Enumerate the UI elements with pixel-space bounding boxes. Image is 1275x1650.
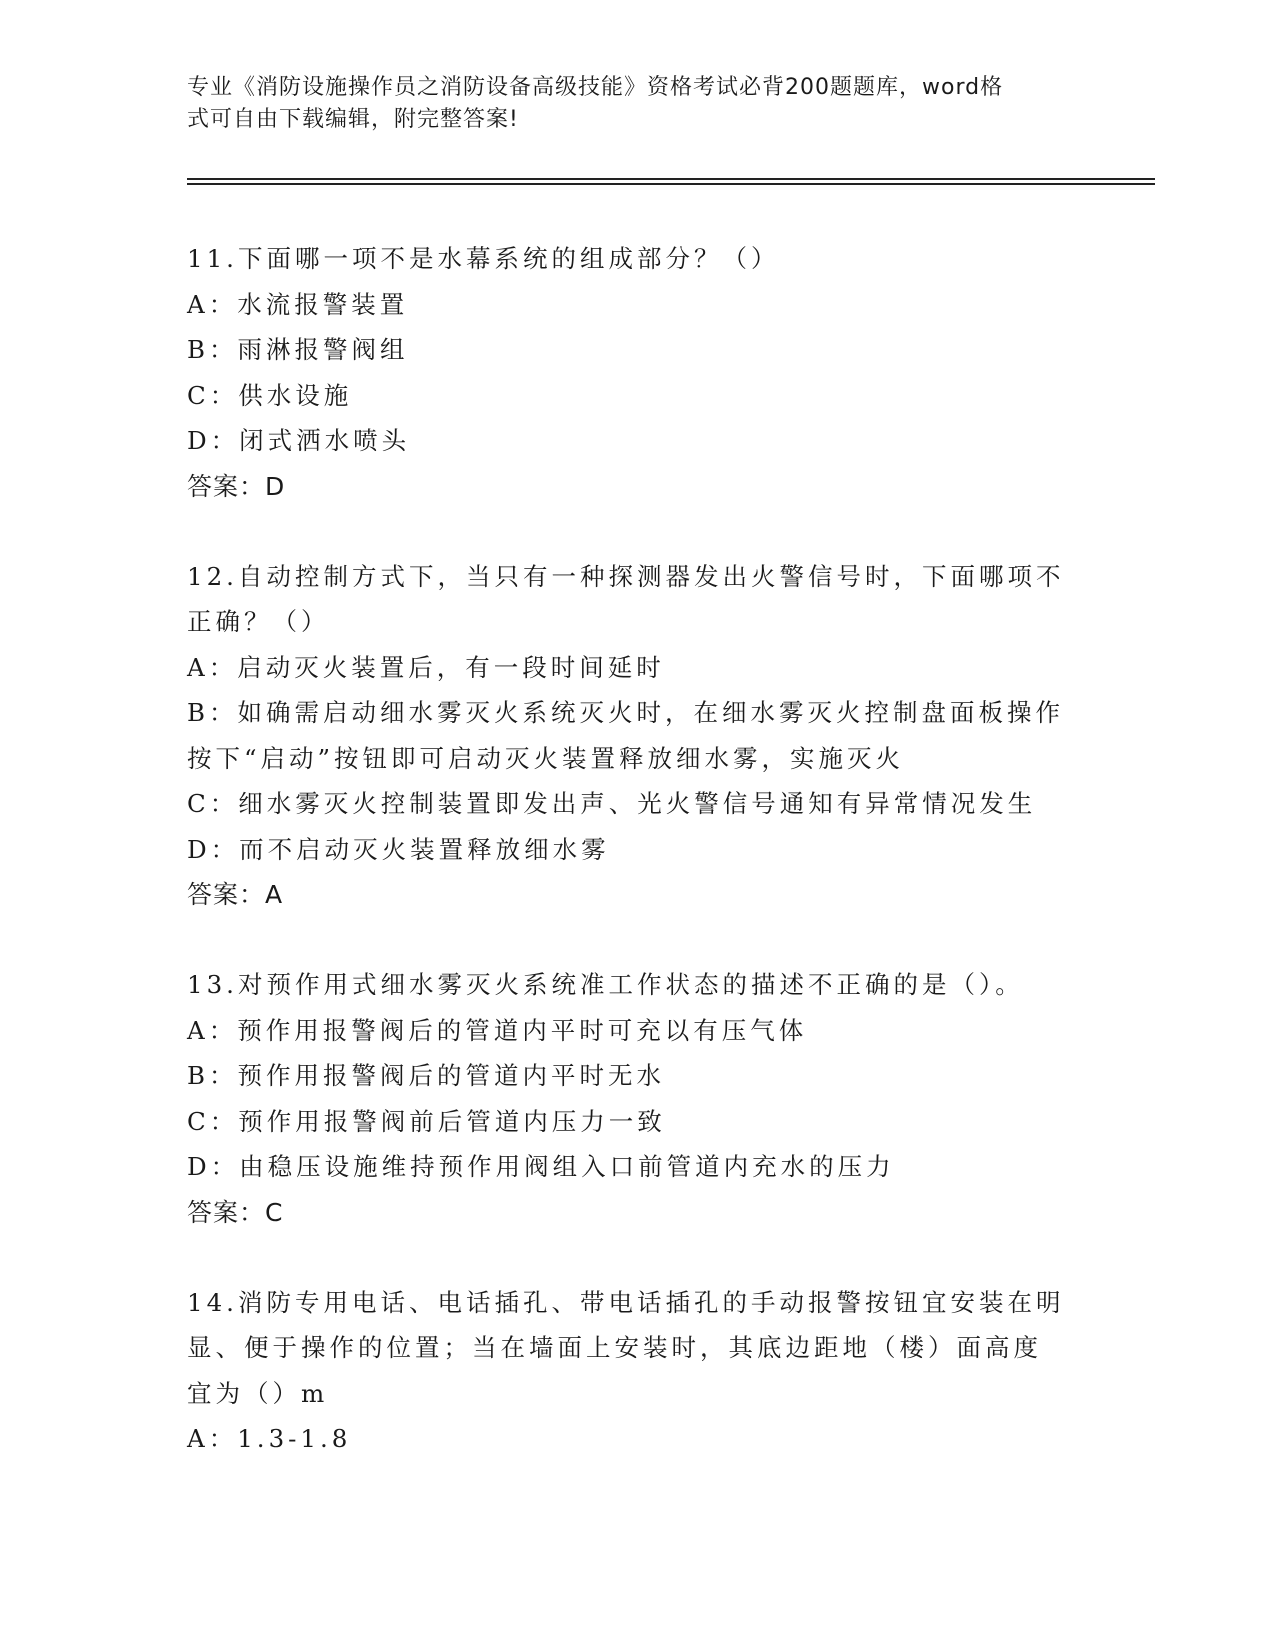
question-block-12 xyxy=(187,554,1087,919)
question-stem: 12.自动控制方式下，当只有一种探测器发出火警信号时，下面哪项不 xyxy=(187,561,1065,591)
option-b: B：如确需启动细水雾灭火系统灭火时，在细水雾灭火控制盘面板操作 xyxy=(187,698,1065,727)
option-b: B：雨淋报警阀组 xyxy=(187,335,409,364)
option-c: C：细水雾灭火控制装置即发出声、光火警信号通知有异常情况发生 xyxy=(187,789,1037,818)
document-header xyxy=(187,72,1087,136)
question-block-11 xyxy=(187,236,1087,510)
option-b: B：预作用报警阀后的管道内平时无水 xyxy=(187,1061,666,1090)
option-d: D：而不启动灭火装置释放细水雾 xyxy=(187,834,610,864)
question-list xyxy=(187,236,1087,1506)
option-c: C：预作用报警阀前后管道内压力一致 xyxy=(187,1106,666,1136)
answer-label: 答案：D xyxy=(187,471,286,501)
answer-label: 答案：C xyxy=(187,1197,284,1227)
question-stem-continued: 宜为（）m xyxy=(187,1378,329,1408)
question-stem-continued: 显、便于操作的位置；当在墙面上安装时，其底边距地（楼）面高度 xyxy=(187,1333,1042,1362)
header-line-2: 式可自由下载编辑，附完整答案! xyxy=(187,107,519,132)
option-a: A：水流报警装置 xyxy=(187,289,409,319)
header-divider-bottom xyxy=(187,183,1155,185)
option-d: D：由稳压设施维持预作用阀组入口前管道内充水的压力 xyxy=(187,1152,895,1181)
option-a: A：预作用报警阀后的管道内平时可充以有压气体 xyxy=(187,1015,808,1045)
option-d: D：闭式洒水喷头 xyxy=(187,426,411,455)
question-stem-continued: 正确？（） xyxy=(187,607,330,636)
question-stem: 13.对预作用式细水雾灭火系统准工作状态的描述不正确的是（）。 xyxy=(187,970,1024,999)
option-b-continued: 按下“启动”按钮即可启动灭火装置释放细水雾，实施灭火 xyxy=(187,743,905,773)
question-block-14 xyxy=(187,1280,1087,1462)
option-a: A：1.3-1.8 xyxy=(187,1424,352,1453)
question-block-13 xyxy=(187,962,1087,1236)
question-stem: 14.消防专用电话、电话插孔、带电话插孔的手动报警按钮宜安装在明 xyxy=(187,1287,1065,1317)
answer-label: 答案：A xyxy=(187,880,284,909)
option-a: A：启动灭火装置后，有一段时间延时 xyxy=(187,652,665,682)
header-divider-top xyxy=(187,178,1155,180)
option-c: C：供水设施 xyxy=(187,380,353,410)
question-stem: 11.下面哪一项不是水幕系统的组成部分？（） xyxy=(187,244,780,273)
header-line-1: 专业《消防设施操作员之消防设备高级技能》资格考试必背200题题库，word格 xyxy=(187,75,1004,100)
